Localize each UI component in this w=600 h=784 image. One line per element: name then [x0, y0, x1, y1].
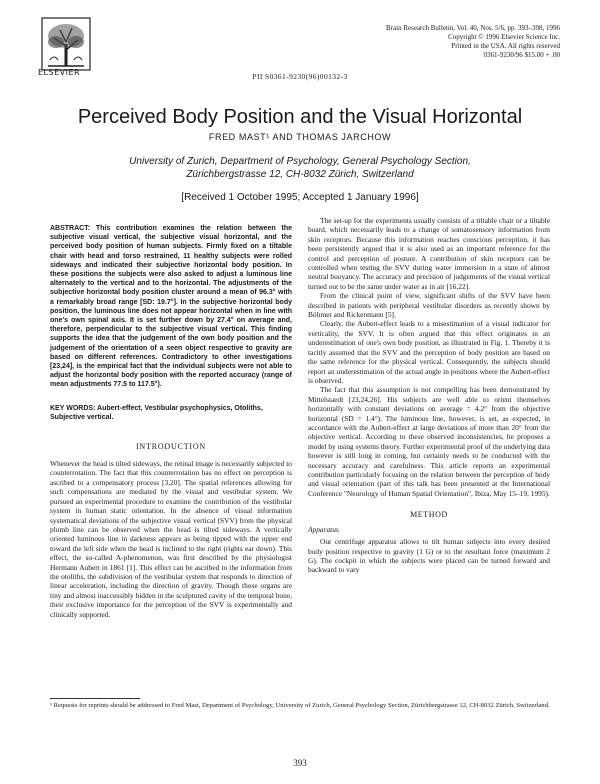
footnote: ¹ Requests for reprints should be addressed to Fred Mast, Department of Psychology, University of Zurich, General Psychology Section, Zürichbergstrasse 12, CH-8032 Zürich, Switzerland.	[50, 702, 550, 709]
masthead-line: 0361-9230/96 $15.00 + .00	[483, 51, 560, 59]
apparatus-paragraph: Our centrifuge apparatus allows to tilt human subjects into every desired body position respective to gravity (1 G) or to the resultant force (maximum 2 G). The cockpit in which the subjects were placed can be turned forward and backward to vary	[308, 537, 550, 575]
pii-identifier: PII S0361-9230(96)00132-3	[252, 72, 348, 81]
masthead-line: Printed in the USA. All rights reserved	[451, 42, 560, 50]
apparatus-heading: Apparatus	[308, 525, 339, 535]
keywords: KEY WORDS: Aubert-effect, Vestibular psychophysics, Otoliths, Subjective vertical.	[50, 404, 263, 421]
introduction-paragraph: Whenever the head is tilted sideways, the retinal image is necessarily subjected to counterrotation. The fact that this counterrotation has no effect on perception is ascribed to a compensatory process [3,20]. The spatial references allowing for such compensations are mediated by the visual and vestibular system. We pursued an experimental procedure to examine the contribution of the vestibular system in human static orientation. In the absence of visual information systematical deviations of the subjective visual vertical (SVV) from the physical plumb line can be observed when the head is tilted sideways. A vertically oriented luminous line in darkness appears as being tipped with the upper end toward the left side when the head is inclined to the right (rights ear down). This effect, the so-called A-phenomenon, was first described by the physiologist Hermann Aubert in 1861 [1]. This effect can be ascribed to the information from the otoliths, the subdivision of the vestibular system that responds to direction of linear acceleration, including the direction of gravity. Though those organs are tiny and almost inaccessibly hidden in the sculptured cavity of the temporal bone, their exclusive importance for the perception of the SVV is experimentally and clinically supported.	[50, 459, 292, 619]
author-affiliation: University of Zurich, Department of Psychology, General Psychology Section, Zürichbergstrasse 12, CH-8032 Zürich, Switzerland	[129, 156, 471, 180]
paper-authors: FRED MAST¹ AND THOMAS JARCHOW	[208, 132, 392, 142]
introduction-heading: INTRODUCTION	[135, 442, 207, 452]
method-heading: METHOD	[410, 510, 448, 520]
body-paragraph: The set-up for the experiments usually consists of a tiltable chair or a tiltable board, which necessarily leads to a change of somatosensory information from skin receptors. Because this information reaches conscious perception, it has been persistently argued that it is also used as an important reference for the control and perception of posture. A contribution of skin receptors can be controlled when testing the SVV during water immersion in a state of almost neutral buoyancy. The accuracy and precision of judgements of the visual vertical turned out to be the same under water as in air [16,22].	[308, 216, 550, 291]
masthead-line: Brain Research Bulletin, Vol. 40, Nos. 5/6, pp. 393–398, 1996	[386, 24, 560, 32]
masthead-line: Copyright © 1996 Elsevier Science Inc.	[448, 33, 560, 41]
elsevier-tree-logo	[40, 16, 92, 76]
abstract: ABSTRACT: This contribution examines the relation between the subjective visual vertical, the subjective visual horizontal, and the perceived body position of human subjects. Firmly fixed on a tiltable chair with head and torso restrained, 11 healthy subjects were rolled sideways and indicated their subjective horizontal body position. In these positions the subjects were also asked to adjust a luminous line alternately to the vertical and to the horizontal. The adjustments of the subjective horizontal body position cluster around a mean of 96.3° with a remarkably broad range [SD: 19.7°]. In the subjective horizontal body position, the luminous line does not appear horizontal when in line with one's own spinal axis. It is set further down by 27.4° on average and, therefore, perpendicular to the subjective visual vertical. This finding supports the idea that the judgement of the own body position and the judgement of the orientation of a seen object respective to gravity are based on different references. Contradictory to other investigations [23,24], is the empirical fact that the individual subjects were not able to adjust the horizontal body position with the reported accuracy (range of mean adjustments 77.5 to 117.5°).	[50, 225, 292, 389]
body-paragraph: From the clinical point of view, significant shifts of the SVV have been described in patients with peripheral vestibular disorders as recently shown by Böhmer and Rickenmann [5].	[308, 291, 550, 320]
publisher-name: ELSEVIER	[38, 68, 81, 77]
paper-title: Perceived Body Position and the Visual Horizontal	[77, 106, 523, 128]
body-paragraph: Clearly, the Aubert-effect leads to a misestimation of a visual indicator for verticality, the SVV. It is often argued that this effect originates in an underestimation of one's own body position, as illustrated in Fig. 1. Thereby it is tacitly assumed that the SVV and the perception of body position are based on the same reference for the physical vertical. Consequently, the subjects should report an underestimation of the actual angle in positions where the Aubert-effect is observed.	[308, 319, 550, 385]
right-column	[308, 216, 550, 575]
left-column	[50, 224, 292, 619]
footnote-divider	[50, 698, 140, 699]
received-dates: [Received 1 October 1995; Accepted 1 January 1996]	[181, 192, 419, 203]
journal-masthead	[350, 24, 560, 60]
page-number: 393	[293, 758, 307, 768]
body-paragraph: The fact that this assumption is not compelling has been demonstrated by Mittelstaedt [23,24,26]. His subjects are well able to orient themselves horizontally with constant deviations on average = 4.2° from the objective horizontal (SD = 1.4°). The luminous line, however, is set, as expected, in accordance with the Aubert-effect at large deviations of more than 20° from the objective vertical. According to these observed inconsistencies, he proposes a model by using systems theory. Further experimental proof of the underlying data however is still long in coming, but certainly needs to be conducted with the necessary accuracy and carefulness. This article reports an experimental contribution particularly focusing on the relation between the perception of body and visual orientation (part of this talk has been presented at the International Conference "Neurology of Human Spatial Orientation", Ibiza, May 15–19, 1995).	[308, 385, 550, 498]
